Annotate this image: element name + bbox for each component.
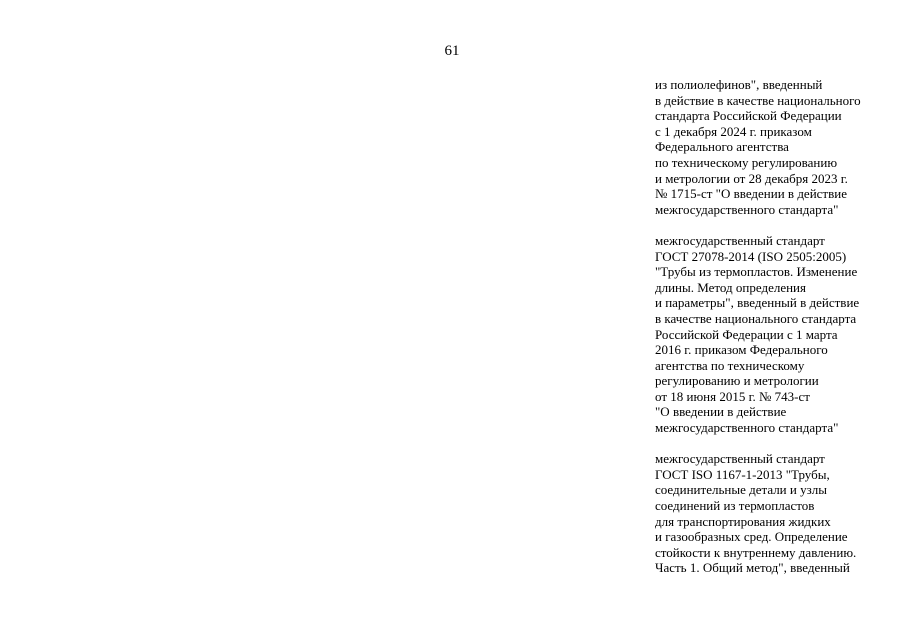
text-line: в качестве национального стандарта — [655, 310, 857, 326]
text-line: межгосударственный стандарт — [655, 232, 825, 248]
text-line: ГОСТ 27078-2014 (ISO 2505:2005) — [655, 248, 847, 264]
text-line: межгосударственного стандарта" — [655, 420, 839, 436]
paragraph-2 — [655, 233, 901, 436]
text-line: и газообразных сред. Определение — [655, 529, 848, 545]
text-line: по техническому регулированию — [655, 154, 838, 170]
text-line: с 1 декабря 2024 г. приказом — [655, 123, 812, 139]
text-column — [655, 77, 901, 576]
text-line: стойкости к внутреннему давлению. — [655, 544, 857, 560]
text-line: из полиолефинов", введенный — [655, 77, 823, 92]
paragraph-1 — [655, 77, 901, 217]
paragraph-3 — [655, 451, 901, 576]
text-line: 2016 г. приказом Федерального — [655, 342, 828, 358]
text-line: и метрологии от 28 декабря 2023 г. — [655, 170, 848, 186]
text-line: "Трубы из термопластов. Изменение — [655, 264, 858, 280]
text-line: Федерального агентства — [655, 139, 789, 155]
page-number: 61 — [444, 43, 460, 59]
text-line: агентства по техническому — [655, 357, 805, 373]
text-line: соединений из термопластов — [655, 498, 815, 514]
text-line: от 18 июня 2015 г. № 743-ст — [655, 388, 810, 404]
text-line: "О введении в действие — [655, 404, 787, 420]
text-line: для транспортирования жидких — [655, 513, 831, 529]
text-line: стандарта Российской Федерации — [655, 108, 842, 124]
text-line: соединительные детали и узлы — [655, 482, 827, 498]
text-line: межгосударственный стандарт — [655, 451, 825, 467]
text-line: ГОСТ ISO 1167-1-2013 "Трубы, — [655, 466, 830, 482]
text-line: длины. Метод определения — [655, 279, 806, 295]
text-line: межгосударственного стандарта" — [655, 201, 839, 217]
text-line: в действие в качестве национального — [655, 92, 861, 108]
text-line: регулированию и метрологии — [655, 373, 819, 389]
text-line: Российской Федерации с 1 марта — [655, 326, 838, 342]
text-line: № 1715-ст "О введении в действие — [655, 186, 847, 202]
text-line: и параметры", введенный в действие — [655, 295, 860, 311]
text-line: Часть 1. Общий метод", введенный — [655, 560, 850, 576]
